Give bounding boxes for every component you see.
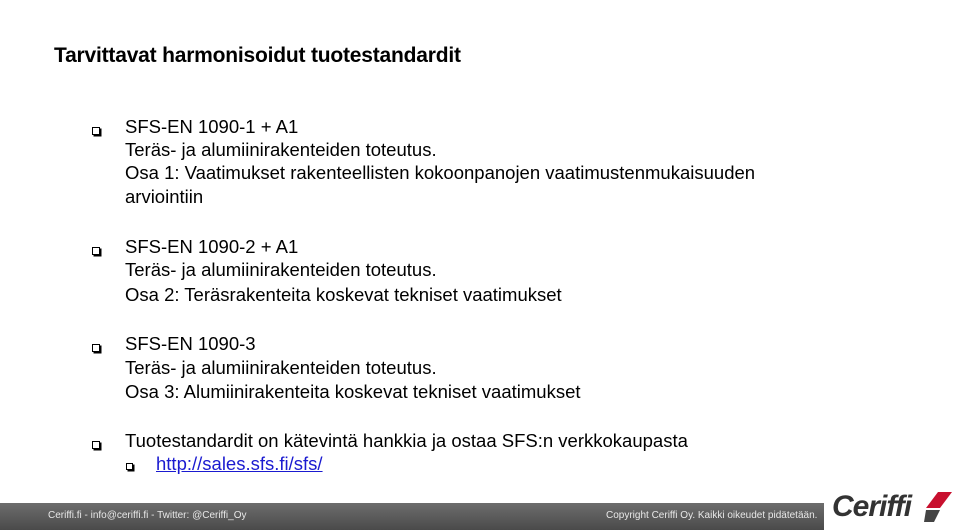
standard-part: Osa 1: Vaatimukset rakenteellisten kokoonpanojen vaatimustenmukaisuuden [125,162,756,183]
bullet-icon [92,344,100,352]
footer-bar [0,503,960,530]
store-note: Tuotestandardit on kätevintä hankkia ja ostaa SFS:n verkkokaupasta [125,430,688,451]
sub-bullet-icon [126,463,133,470]
sfs-store-link[interactable]: http://sales.sfs.fi/sfs/ [156,453,323,474]
logo-mark-icon [924,488,954,526]
bullet-icon [92,247,100,255]
ceriffi-logo [824,484,960,530]
slide-title: Tarvittavat harmonisoidut tuotestandardit [54,44,461,67]
standard-description: Teräs- ja alumiinirakenteiden toteutus. [125,357,437,378]
standard-code: SFS-EN 1090-2 + A1 [125,236,299,257]
bullet-icon [92,127,100,135]
standard-part-cont: arviointiin [125,186,204,207]
footer-copyright: Copyright Ceriffi Oy. Kaikki oikeudet pidätetään. [606,510,818,521]
standard-part: Osa 2: Teräsrakenteita koskevat tekniset vaatimukset [125,284,562,305]
standard-part: Osa 3: Alumiinirakenteita koskevat tekniset vaatimukset [125,381,581,402]
footer-contact: Ceriffi.fi - info@ceriffi.fi - Twitter: @Ceriffi_Oy [48,510,247,521]
standard-code: SFS-EN 1090-1 + A1 [125,116,299,137]
bullet-icon [92,441,100,449]
standard-description: Teräs- ja alumiinirakenteiden toteutus. [125,259,437,280]
standard-code: SFS-EN 1090-3 [125,333,256,354]
logo-text: Ceriffi [832,490,912,523]
standard-description: Teräs- ja alumiinirakenteiden toteutus. [125,139,437,160]
